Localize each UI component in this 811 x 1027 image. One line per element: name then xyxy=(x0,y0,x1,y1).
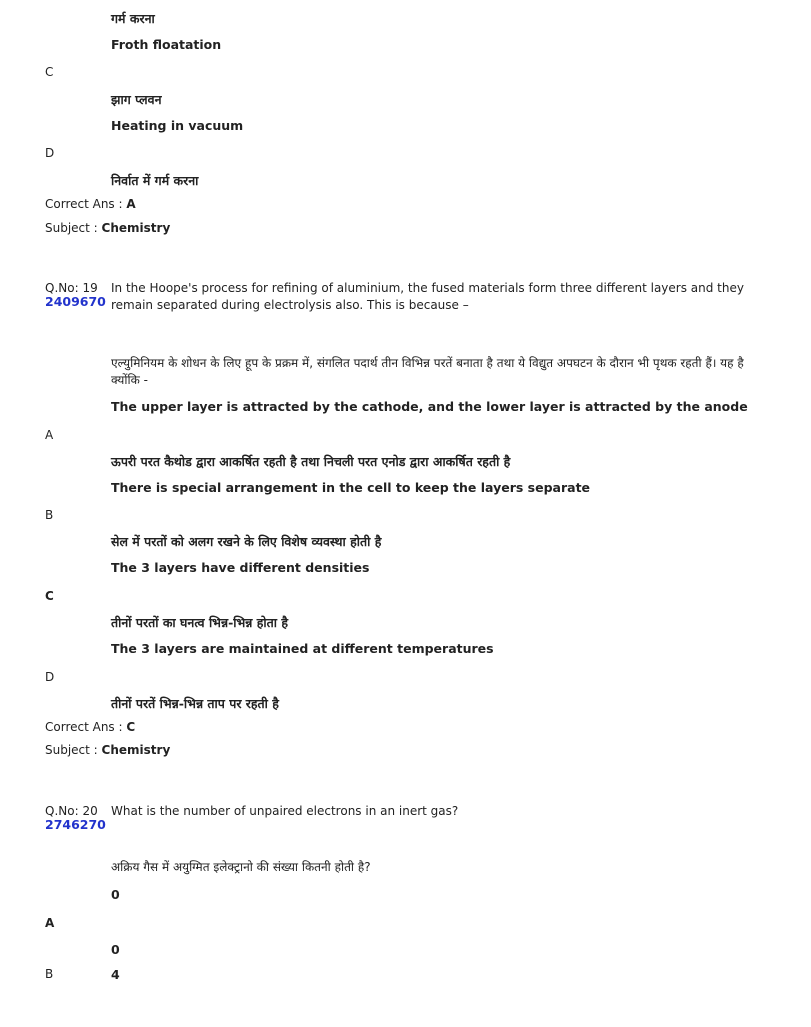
option-c-hindi: तीनों परतों का घनत्व भिन्न-भिन्न होता है xyxy=(111,615,289,630)
option-b-english: There is special arrangement in the cell to keep the layers separate xyxy=(111,480,591,495)
option-d-english: The 3 layers are maintained at different temperatures xyxy=(111,641,494,656)
correct-answer xyxy=(45,720,135,734)
option-letter-b: B xyxy=(45,967,54,981)
subject-value: Chemistry xyxy=(101,221,171,235)
question-id: 2746270 xyxy=(45,817,106,832)
question-text-hindi: अक्रिय गैस में अयुग्मित इलेक्ट्रानो की संख्या कितनी होती है? xyxy=(111,860,371,874)
question-number-value: 20 xyxy=(82,804,98,818)
option-letter-a: A xyxy=(45,428,54,442)
question-number-value: 19 xyxy=(82,281,98,295)
option-letter-c: C xyxy=(45,65,54,79)
correct-answer xyxy=(45,197,136,211)
question-id: 2409670 xyxy=(45,294,106,309)
question-number-label: Q.No: xyxy=(45,281,79,295)
option-letter-a: A xyxy=(45,916,55,930)
correct-answer-value: C xyxy=(126,720,136,734)
option-letter-d: D xyxy=(45,670,55,684)
option-d-hindi: तीनों परतें भिन्न-भिन्न ताप पर रहती है xyxy=(111,696,279,711)
question-text-english: What is the number of unpaired electrons in an inert gas? xyxy=(111,804,459,818)
correct-answer-label: Correct Ans : xyxy=(45,720,123,734)
option-a-hindi: 0 xyxy=(111,942,120,957)
question-text-english: In the Hoope's process for refining of aluminium, the fused materials form three different layers and they remain separated during electrolysis also. This is because – xyxy=(111,281,744,312)
option-b-hindi: गर्म करना xyxy=(111,11,155,26)
option-letter-c: C xyxy=(45,589,54,603)
option-d-hindi: निर्वात में गर्म करना xyxy=(111,173,199,188)
option-a-hindi: ऊपरी परत कैथोड द्वारा आकर्षित रहती है तथा निचली परत एनोड द्वारा आकर्षित रहती है xyxy=(111,454,511,469)
option-c-english: Froth floatation xyxy=(111,37,222,52)
option-b-english: 4 xyxy=(111,967,120,982)
option-letter-b: B xyxy=(45,508,54,522)
subject xyxy=(45,743,170,757)
question-text-hindi: एल्युमिनियम के शोधन के लिए हूप के प्रक्रम में, संगलित पदार्थ तीन विभिन्न परतें बनाता है तथा ये विद्युत अपघटन के दौरान भी पृथक रहती हैं। यह है क्योंकि - xyxy=(111,356,744,387)
option-a-english: The upper layer is attracted by the cathode, and the lower layer is attracted by the anode xyxy=(111,399,748,414)
option-c-english: The 3 layers have different densities xyxy=(111,560,370,575)
option-a-english: 0 xyxy=(111,887,120,902)
option-letter-d: D xyxy=(45,146,55,160)
option-c-hindi: झाग प्लवन xyxy=(111,92,162,107)
correct-answer-value: A xyxy=(126,197,136,211)
question-number xyxy=(45,281,98,295)
correct-answer-label: Correct Ans : xyxy=(45,197,123,211)
question-number xyxy=(45,804,98,818)
subject-label: Subject : xyxy=(45,743,98,757)
subject xyxy=(45,221,170,235)
option-d-english: Heating in vacuum xyxy=(111,118,244,133)
subject-label: Subject : xyxy=(45,221,98,235)
option-b-hindi: सेल में परतों को अलग रखने के लिए विशेष व्यवस्था होती है xyxy=(111,534,382,549)
subject-value: Chemistry xyxy=(101,743,171,757)
question-number-label: Q.No: xyxy=(45,804,79,818)
